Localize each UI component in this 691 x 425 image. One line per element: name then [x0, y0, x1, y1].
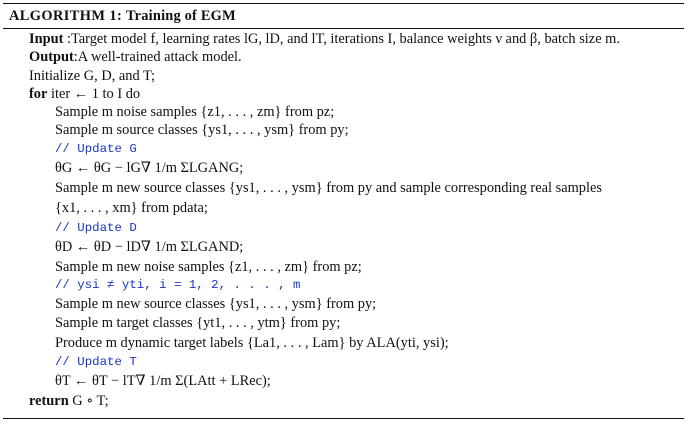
algorithm-line-l10: {x1, . . . , xm} from pdata;: [55, 200, 208, 216]
algorithm-line-l15: Sample m new source classes {ys1, . . . , ysm} from py;: [55, 296, 377, 312]
algorithm-label: ALGORITHM 1:: [9, 8, 123, 24]
algorithm-line-l8: θG ← θG − lG∇ 1/m ΣLGANG;: [55, 160, 244, 176]
algorithm-line-l18: // Update T: [55, 355, 137, 369]
algorithm-line-l17: Produce m dynamic target labels {La1, . . . , Lam} by ALA(yti, ysi);: [55, 335, 449, 351]
algorithm-caption: [9, 8, 236, 25]
algorithm-line-l9: Sample m new source classes {ys1, . . . , ysm} from py and sample corresponding real samples: [55, 180, 602, 196]
top-rule: [3, 3, 684, 4]
algorithm-line-l6: Sample m source classes {ys1, . . . , ysm} from py;: [55, 122, 349, 138]
algorithm-line-l14: // ysi ≠ yti, i = 1, 2, . . . , m: [55, 278, 301, 292]
algorithm-line-output: Output:A well-trained attack model.: [29, 49, 242, 65]
algorithm-line-l16: Sample m target classes {yt1, . . . , ytm} from py;: [55, 315, 341, 331]
algorithm-line-l7: // Update G: [55, 142, 137, 156]
algorithm-title: Training of EGM: [125, 8, 236, 24]
algorithm-line-init: Initialize G, D, and T;: [29, 68, 156, 84]
algorithm-line-input: Input :Target model f, learning rates lG, lD, and lT, iterations I, balance weights ν and β, batch size m.: [29, 31, 620, 47]
bottom-rule: [3, 418, 684, 419]
algorithm-line-for: for iter ← 1 to I do: [29, 86, 141, 102]
caption-rule: [3, 28, 684, 29]
algorithm-line-ret: return G ∘ T;: [29, 393, 109, 409]
algorithm-line-l5: Sample m noise samples {z1, . . . , zm} from pz;: [55, 104, 335, 120]
algorithm-line-l12: θD ← θD − lD∇ 1/m ΣLGAND;: [55, 239, 244, 255]
algorithm-line-l19: θT ← θT − lT∇ 1/m Σ(LAtt + LRec);: [55, 373, 271, 389]
algorithm-line-l13: Sample m new noise samples {z1, . . . , zm} from pz;: [55, 259, 362, 275]
algorithm-line-l11: // Update D: [55, 221, 137, 235]
